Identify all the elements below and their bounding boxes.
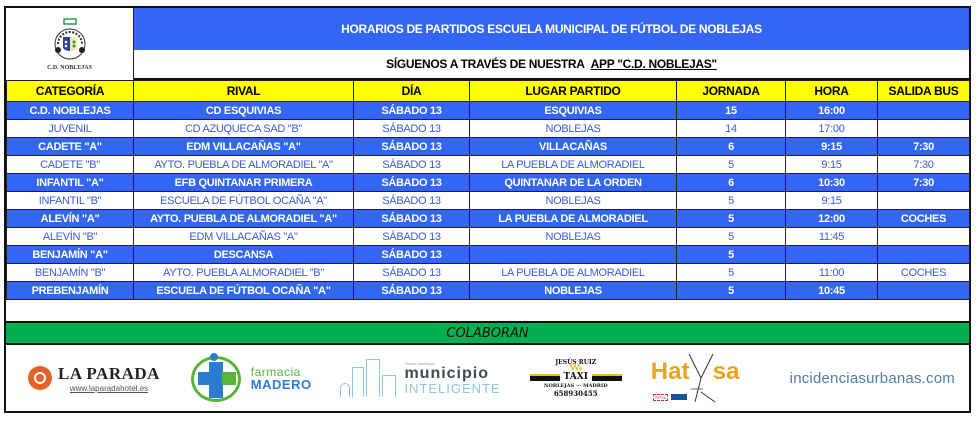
club-crest-icon — [47, 17, 93, 63]
cell-rival: AYTO. PUEBLA DE ALMORADIEL "A" — [134, 156, 354, 174]
la-parada-logo-icon — [28, 366, 52, 390]
cell-dia: SÁBADO 13 — [354, 192, 470, 210]
schedule-sheet — [4, 6, 971, 413]
city-buildings-icon — [340, 359, 400, 397]
cell-hora — [786, 246, 878, 264]
cell-hora: 9:15 — [786, 192, 878, 210]
club-logo-caption: C.D. NOBLEJAS — [47, 65, 92, 71]
cell-salida-bus: COCHES — [878, 264, 970, 282]
cell-salida-bus — [878, 120, 970, 138]
incidencias-text[interactable]: incidenciasurbanas.com — [789, 369, 955, 387]
cell-lugar: NOBLEJAS — [470, 228, 677, 246]
cell-salida-bus — [878, 282, 970, 300]
table-row — [7, 210, 970, 228]
cell-salida-bus: 7:30 — [878, 174, 970, 192]
cell-hora: 9:15 — [786, 138, 878, 156]
hatysa-tipsa: TIPSA — [654, 395, 667, 400]
cell-categoria: ALEVÍN "A" — [7, 210, 134, 228]
sponsor-incidencias-urbanas[interactable] — [790, 370, 955, 387]
col-header-hora: HORA — [786, 81, 878, 102]
cell-lugar: LA PUEBLA DE ALMORADIEL — [470, 156, 677, 174]
follow-us-banner — [134, 50, 969, 80]
cell-rival: AYTO. PUEBLA ALMORADIEL "B" — [134, 264, 354, 282]
table-row — [7, 138, 970, 156]
cell-jornada: 5 — [677, 192, 786, 210]
cell-categoria: JUVENIL — [7, 120, 134, 138]
cell-jornada: 14 — [677, 120, 786, 138]
cell-jornada: 5 — [677, 246, 786, 264]
cell-lugar: NOBLEJAS — [470, 192, 677, 210]
table-row — [7, 228, 970, 246]
cell-jornada: 5 — [677, 282, 786, 300]
taxi-owner: JESÚS RUIZ — [555, 358, 597, 366]
municipio-small: Tienda municipal — [404, 360, 435, 366]
municipio-line1: municipio — [404, 364, 489, 382]
table-row — [7, 246, 970, 264]
cell-lugar: QUINTANAR DE LA ORDEN — [470, 174, 677, 192]
cell-dia: SÁBADO 13 — [354, 246, 470, 264]
table-row — [7, 264, 970, 282]
cell-hora: 16:00 — [786, 102, 878, 120]
cell-categoria: CADETE "A" — [7, 138, 134, 156]
taxi-checker-icon: ▚▚▚ — [569, 364, 582, 371]
club-logo — [6, 8, 134, 80]
hatysa-partner-badge — [671, 394, 687, 400]
cell-hora: 11:45 — [786, 228, 878, 246]
cell-hora: 9:15 — [786, 156, 878, 174]
cell-lugar: NOBLEJAS — [470, 120, 677, 138]
cell-hora: 10:30 — [786, 174, 878, 192]
table-row — [7, 156, 970, 174]
column-header-row — [7, 81, 970, 102]
cell-salida-bus — [878, 228, 970, 246]
table-row — [7, 282, 970, 300]
sponsor-municipio-inteligente[interactable] — [340, 359, 500, 397]
cell-salida-bus — [878, 246, 970, 264]
col-header-lugar: LUGAR PARTIDO — [470, 81, 677, 102]
cell-rival: EFB QUINTANAR PRIMERA — [134, 174, 354, 192]
cell-dia: SÁBADO 13 — [354, 228, 470, 246]
cell-jornada: 6 — [677, 138, 786, 156]
match-schedule-table — [6, 80, 970, 300]
page-title: HORARIOS DE PARTIDOS ESCUELA MUNICIPAL DE FÚTBOL DE NOBLEJAS — [134, 8, 969, 50]
taxi-route: NOBLEJAS ··· MADRID — [543, 382, 608, 389]
cell-categoria: ALEVÍN "B" — [7, 228, 134, 246]
cell-rival: ESCUELA DE FÚTBOL OCAÑA "A" — [134, 282, 354, 300]
cell-categoria: CADETE "B" — [7, 156, 134, 174]
cell-categoria: BENJAMÍN "A" — [7, 246, 134, 264]
cell-dia: SÁBADO 13 — [354, 264, 470, 282]
hatysa-left: Hat — [650, 358, 690, 385]
taxi-stripe-left — [530, 374, 560, 381]
cell-dia: SÁBADO 13 — [354, 156, 470, 174]
cell-rival: CD ESQUIVIAS — [134, 102, 354, 120]
cell-categoria: INFANTIL "B" — [7, 192, 134, 210]
farmacia-line1: farmacia — [250, 364, 301, 379]
cell-salida-bus: COCHES — [878, 210, 970, 228]
table-row — [7, 174, 970, 192]
pharmacy-cross-icon — [189, 352, 245, 404]
col-header-salida-bus: SALIDA BUS — [878, 81, 970, 102]
cell-categoria: INFANTIL "A" — [7, 174, 134, 192]
table-row — [7, 192, 970, 210]
sponsor-hatysa[interactable] — [651, 352, 761, 404]
cell-rival: ESCUELA DE FÚTBOL OCAÑA "A" — [134, 192, 354, 210]
table-row — [7, 120, 970, 138]
col-header-rival: RIVAL — [134, 81, 354, 102]
cell-rival: EDM VILLACAÑAS "A" — [134, 138, 354, 156]
cell-hora: 17:00 — [786, 120, 878, 138]
cell-salida-bus: 7:30 — [878, 156, 970, 174]
cell-lugar — [470, 246, 677, 264]
header-block — [6, 8, 969, 80]
cell-dia: SÁBADO 13 — [354, 138, 470, 156]
taxi-word: TAXI — [563, 371, 588, 382]
cell-salida-bus: 7:30 — [878, 138, 970, 156]
cell-jornada: 15 — [677, 102, 786, 120]
sponsor-farmacia-madero[interactable] — [189, 352, 312, 404]
cell-lugar: ESQUIVIAS — [470, 102, 677, 120]
farmacia-line2: MADERO — [250, 376, 312, 392]
subtitle-prefix: SÍGUENOS A TRAVÉS DE NUESTRA — [386, 57, 585, 71]
taxi-stripe-right — [592, 374, 622, 381]
hatysa-courier: courier — [690, 386, 704, 391]
cell-jornada: 5 — [677, 156, 786, 174]
col-header-jornada: JORNADA — [677, 81, 786, 102]
app-link[interactable]: APP "C.D. NOBLEJAS" — [590, 57, 717, 71]
cell-dia: SÁBADO 13 — [354, 210, 470, 228]
cell-lugar: LA PUEBLA DE ALMORADIEL — [470, 264, 677, 282]
cell-hora: 12:00 — [786, 210, 878, 228]
cell-categoria: BENJAMÍN "B" — [7, 264, 134, 282]
cell-jornada: 6 — [677, 174, 786, 192]
la-parada-name: LA PARADA — [58, 363, 160, 383]
cell-jornada: 5 — [677, 228, 786, 246]
cell-dia: SÁBADO 13 — [354, 282, 470, 300]
col-header-categoria: CATEGORÍA — [7, 81, 134, 102]
cell-hora: 11:00 — [786, 264, 878, 282]
taxi-phone: 658930455 — [553, 388, 598, 398]
municipio-line2: INTELIGENTE — [404, 380, 501, 396]
cell-dia: SÁBADO 13 — [354, 120, 470, 138]
cell-rival: DESCANSA — [134, 246, 354, 264]
cell-jornada: 5 — [677, 264, 786, 282]
cell-dia: SÁBADO 13 — [354, 174, 470, 192]
sponsor-la-parada[interactable] — [28, 364, 160, 393]
cell-categoria: C.D. NOBLEJAS — [7, 102, 134, 120]
cell-dia: SÁBADO 13 — [354, 102, 470, 120]
sponsor-taxi-jesus-ruiz[interactable] — [530, 360, 622, 397]
cell-lugar: NOBLEJAS — [470, 282, 677, 300]
col-header-dia: DÍA — [354, 81, 470, 102]
collaborators-banner: COLABORAN — [6, 321, 969, 345]
cell-salida-bus — [878, 102, 970, 120]
cell-rival: CD AZUQUECA SAD "B" — [134, 120, 354, 138]
cell-lugar: LA PUEBLA DE ALMORADIEL — [470, 210, 677, 228]
cell-rival: EDM VILLACAÑAS "A" — [134, 228, 354, 246]
cell-rival: AYTO. PUEBLA DE ALMORADIEL "A" — [134, 210, 354, 228]
sponsors-row — [6, 345, 969, 411]
cell-hora: 10:45 — [786, 282, 878, 300]
hatysa-right: sa — [712, 358, 740, 385]
cell-lugar: VILLACAÑAS — [470, 138, 677, 156]
cell-salida-bus — [878, 192, 970, 210]
table-row — [7, 102, 970, 120]
la-parada-url[interactable]: www.laparadahotel.es — [69, 383, 149, 393]
cell-jornada: 5 — [677, 210, 786, 228]
cell-categoria: PREBENJAMÍN — [7, 282, 134, 300]
